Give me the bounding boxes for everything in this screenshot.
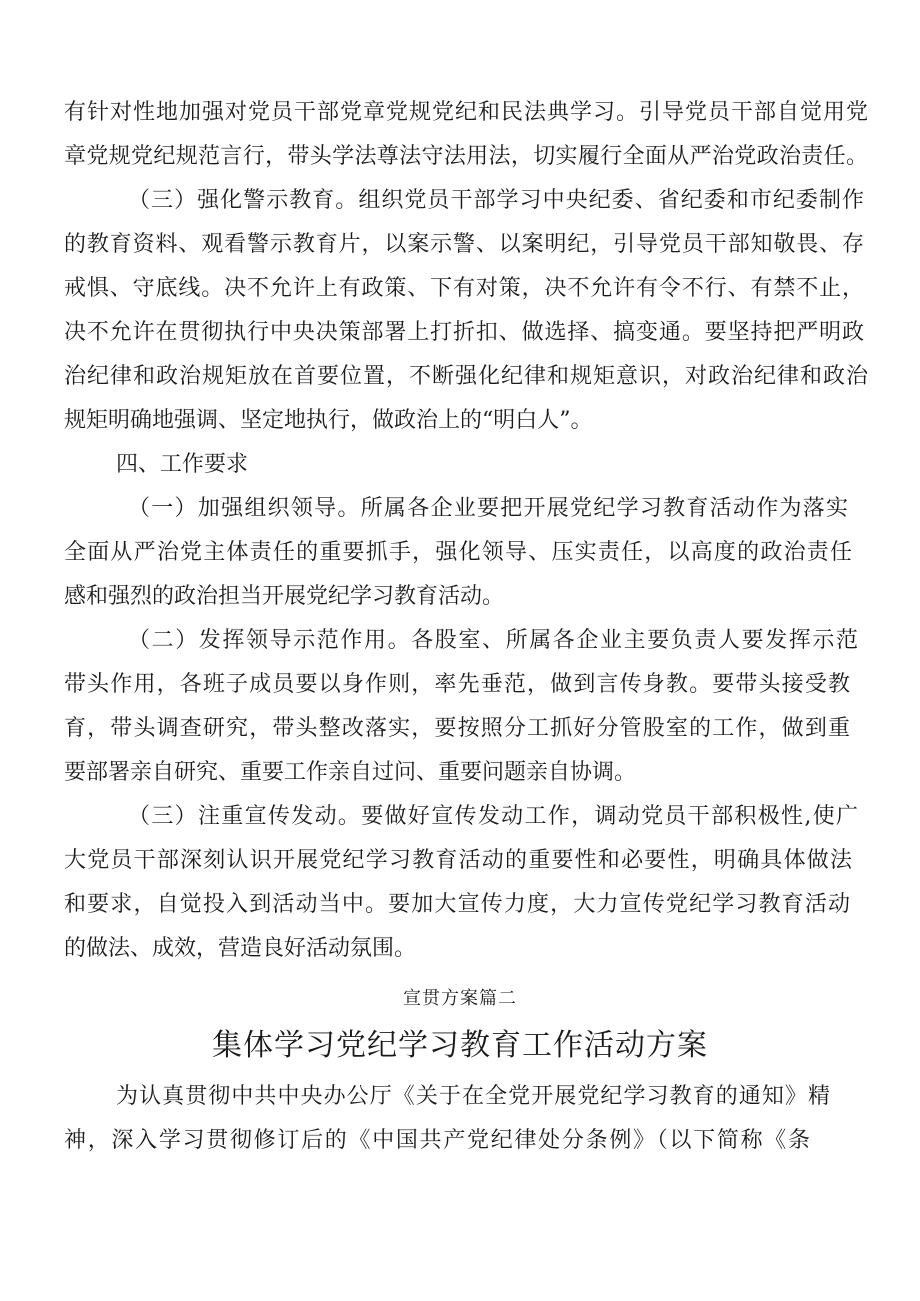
paragraph-line: 戒惧、守底线。决不允许上有政策、下有对策，决不允许有令不行、有禁不止， xyxy=(64,276,864,301)
document-title: 集体学习党纪学习教育工作活动方案 xyxy=(212,1028,708,1063)
paragraph-line: （二）发挥领导示范作用。各股室、所属各企业主要负责人要发挥示范 xyxy=(128,628,858,653)
paragraph-line: 和要求，自觉投入到活动当中。要加大宣传力度，大力宣传党纪学习教育活动 xyxy=(64,892,850,917)
paragraph-line: 带头作用，各班子成员要以身作则，率先垂范，做到言传身教。要带头接受教 xyxy=(64,672,850,697)
paragraph-line: （一）加强组织领导。所属各企业要把开展党纪学习教育活动作为落实 xyxy=(128,496,848,521)
paragraph-line: 治纪律和政治规矩放在首要位置，不断强化纪律和规矩意识，对政治纪律和政治 xyxy=(64,364,868,389)
paragraph-line: 大党员干部深刻认识开展党纪学习教育活动的重要性和必要性，明确具体做法 xyxy=(64,848,852,873)
paragraph-line: 要部署亲自研究、重要工作亲自过问、重要问题亲自协调。 xyxy=(64,760,637,785)
paragraph-line: 全面从严治党主体责任的重要抓手，强化领导、压实责任，以高度的政治责任 xyxy=(64,540,852,565)
section-subtitle: 宣贯方案篇二 xyxy=(403,988,517,1009)
paragraph-line: 为认真贯彻中共中央办公厅《关于在全党开展党纪学习教育的通知》精 xyxy=(116,1084,830,1109)
paragraph-line: 神，深入学习贯彻修订后的《中国共产党纪律处分条例》（以下简称《条 xyxy=(64,1128,810,1153)
paragraph-line: 规矩明确地强调、坚定地执行，做政治上的“明白人”。 xyxy=(64,408,593,433)
paragraph-line: 的教育资料、观看警示教育片，以案示警、以案明纪，引导党员干部知敬畏、存 xyxy=(64,232,864,257)
paragraph-line: 决不允许在贯彻执行中央决策部署上打折扣、做选择、搞变通。要坚持把严明政 xyxy=(64,320,864,345)
paragraph-line: 育，带头调查研究，带头整改落实，要按照分工抓好分管股室的工作，做到重 xyxy=(64,716,850,741)
section-heading: 四、工作要求 xyxy=(116,452,249,477)
paragraph-line: 的做法、成效，营造良好活动氛围。 xyxy=(64,936,417,961)
paragraph-line: 感和强烈的政治担当开展党纪学习教育活动。 xyxy=(64,584,505,609)
paragraph-line: 有针对性地加强对党员干部党章党规党纪和民法典学习。引导党员干部自觉用党 xyxy=(64,100,868,125)
paragraph-line: 章党规党纪规范言行，带头学法尊法守法用法，切实履行全面从严治党政治责任。 xyxy=(64,144,868,169)
paragraph-line: （三）强化警示教育。组织党员干部学习中央纪委、省纪委和市纪委制作 xyxy=(128,188,864,213)
paragraph-line: （三）注重宣传发动。要做好宣传发动工作，调动党员干部积极性,使广 xyxy=(128,804,858,829)
